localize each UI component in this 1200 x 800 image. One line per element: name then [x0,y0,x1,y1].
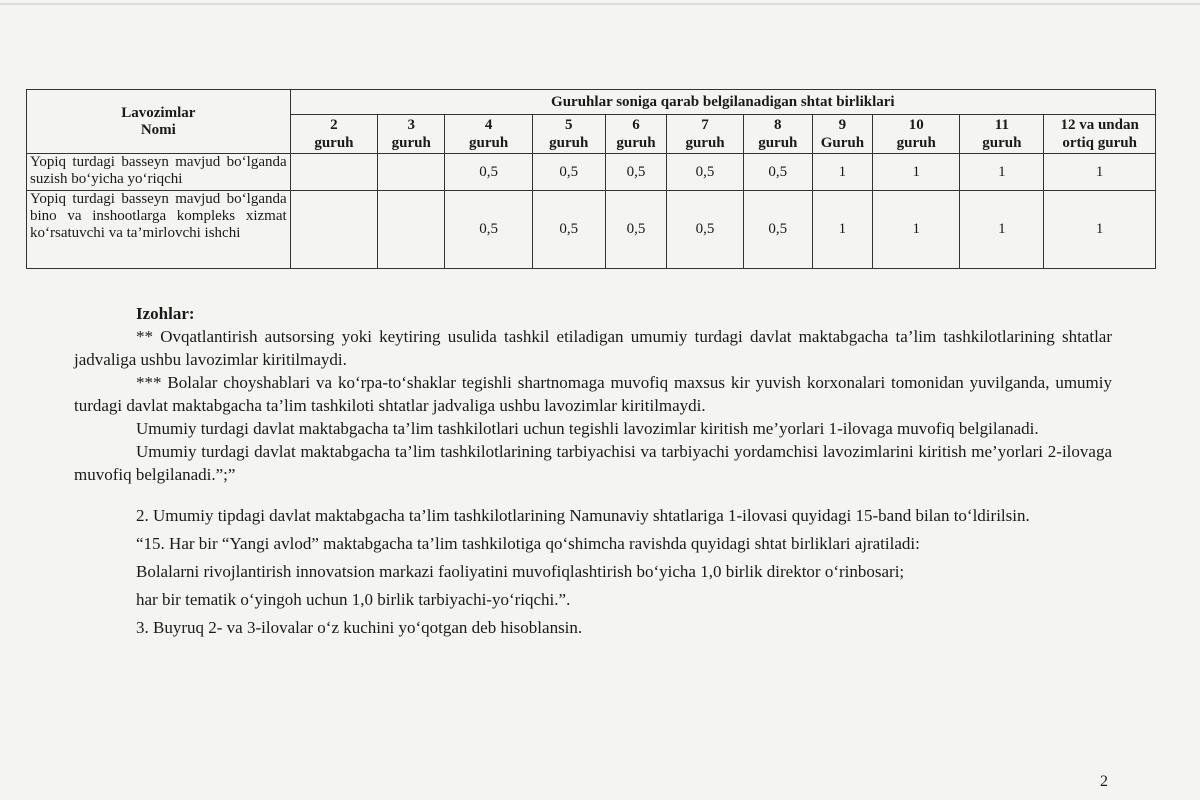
body-paragraph: “15. Har bir “Yangi avlod” maktabgacha ta’lim tashkilotiga qo‘shimcha ravishda quyidagi shtat birliklari ajratiladi: [136,534,920,553]
table-cell: 0,5 [532,154,605,191]
table-cell: 1 [812,154,872,191]
header-lavozimlar: Lavozimlar [121,104,196,121]
group-label: guruh [982,135,1022,151]
body-paragraph: 2. Umumiy tipdagi davlat maktabgacha ta’lim tashkilotlarining Namunaviy shtatlariga 1-ilovasi quyidagi 15-band bilan to‘ldirilsin. [136,506,1030,525]
table-row [27,154,1156,191]
group-number: 2 [330,117,338,133]
notes-title: Izohlar: [136,304,195,323]
group-header-cell [445,115,533,154]
table-cell: 0,5 [605,191,667,269]
group-header-cell [812,115,872,154]
group-number: 10 [908,117,924,133]
note-paragraph: ** Ovqatlantirish autsorsing yoki keytiring usulida tashkil etiladigan umumiy turdagi davlat maktabgacha ta’lim tashkilotlarining shtatlar jadvaliga ushbu lavozimlar kiritilmaydi. [74,327,1112,369]
table-header-row [27,90,1156,115]
table-cell: 0,5 [667,191,743,269]
group-label: guruh [314,135,354,151]
group-number: 12 va undan [1060,117,1139,133]
body-paragraph: 3. Buyruq 2- va 3-ilovalar o‘z kuchini yo‘qotgan deb hisoblansin. [136,618,583,637]
table-row [27,191,1156,269]
group-label: guruh [469,135,509,151]
note-paragraph: Umumiy turdagi davlat maktabgacha ta’lim tashkilotlarining tarbiyachisi va tarbiyachi yordamchisi lavozimlarini kiritish me’yorlari 2-ilovaga muvofiq belgilanadi.”;” [74,442,1112,484]
group-number: 6 [632,117,640,133]
group-label: Guruh [820,135,865,151]
table-cell: 1 [1044,191,1156,269]
note-paragraph: Umumiy turdagi davlat maktabgacha ta’lim tashkilotlari uchun tegishli lavozimlar kiritish me’yorlari 1-ilovaga muvofiq belgilanadi. [136,419,1039,438]
table-cell: 0,5 [445,154,533,191]
group-header-cell [378,115,445,154]
group-label: guruh [616,135,656,151]
body-paragraph: Bolalarni rivojlantirish innovatsion markazi faoliyatini muvofiqlashtirish bo‘yicha 1,0 birlik direktor o‘rinbosari; [136,562,905,581]
position-name-header [27,90,291,154]
table-cell: 1 [872,191,960,269]
table-cell: 0,5 [743,191,812,269]
document-body [74,302,1112,639]
group-header-cell [960,115,1044,154]
group-label: guruh [896,135,936,151]
scan-edge-line [0,3,1200,5]
page-number: 2 [1100,773,1108,790]
staffing-table [26,89,1156,269]
group-label: ortiq guruh [1062,135,1137,151]
group-label: guruh [391,135,431,151]
group-header-cell [1044,115,1156,154]
table-cell [290,191,378,269]
group-count-header: Guruhlar soniga qarab belgilanadigan shtat birliklari [290,90,1155,115]
group-number: 3 [407,117,416,133]
group-header-cell [872,115,960,154]
table-cell: 0,5 [605,154,667,191]
table-cell: 0,5 [445,191,533,269]
group-number: 5 [565,117,573,133]
group-number: 4 [484,117,493,133]
group-label: guruh [685,135,725,151]
group-header-cell [532,115,605,154]
row-position-name: Yopiq turdagi basseyn mavjud bo‘lganda suzish bo‘yicha yo‘riqchi [27,154,291,191]
table-cell: 0,5 [667,154,743,191]
group-number: 8 [774,117,782,133]
header-nomi: Nomi [140,121,176,138]
group-header-cell [667,115,743,154]
table-cell: 0,5 [532,191,605,269]
table-cell: 1 [960,154,1044,191]
table-cell [378,191,445,269]
group-number: 9 [838,117,847,133]
table-cell [290,154,378,191]
group-number: 11 [994,117,1009,133]
body-paragraph: har bir tematik o‘yingoh uchun 1,0 birlik tarbiyachi-yo‘riqchi.”. [136,590,571,609]
group-label: guruh [549,135,589,151]
group-label: guruh [758,135,798,151]
table-cell [378,154,445,191]
table-cell: 1 [960,191,1044,269]
group-header-cell [743,115,812,154]
group-number: 7 [701,117,709,133]
group-header-cell [290,115,378,154]
table-cell: 1 [1044,154,1156,191]
table-cell: 1 [812,191,872,269]
note-paragraph: *** Bolalar choyshablari va ko‘rpa-to‘shaklar tegishli shartnomaga muvofiq maxsus kir yuvish korxonalari tomonidan yuvilganda, umumiy turdagi davlat maktabgacha ta’lim tashkiloti shtatlar jadvaliga ushbu lavozimlar kiritilmaydi. [74,373,1112,415]
group-header-cell [605,115,667,154]
table-cell: 1 [872,154,960,191]
row-position-name: Yopiq turdagi basseyn mavjud bo‘lganda bino va inshootlarga kompleks xizmat ko‘rsatuvchi va ta’mirlovchi ishchi [27,191,291,269]
table-cell: 0,5 [743,154,812,191]
